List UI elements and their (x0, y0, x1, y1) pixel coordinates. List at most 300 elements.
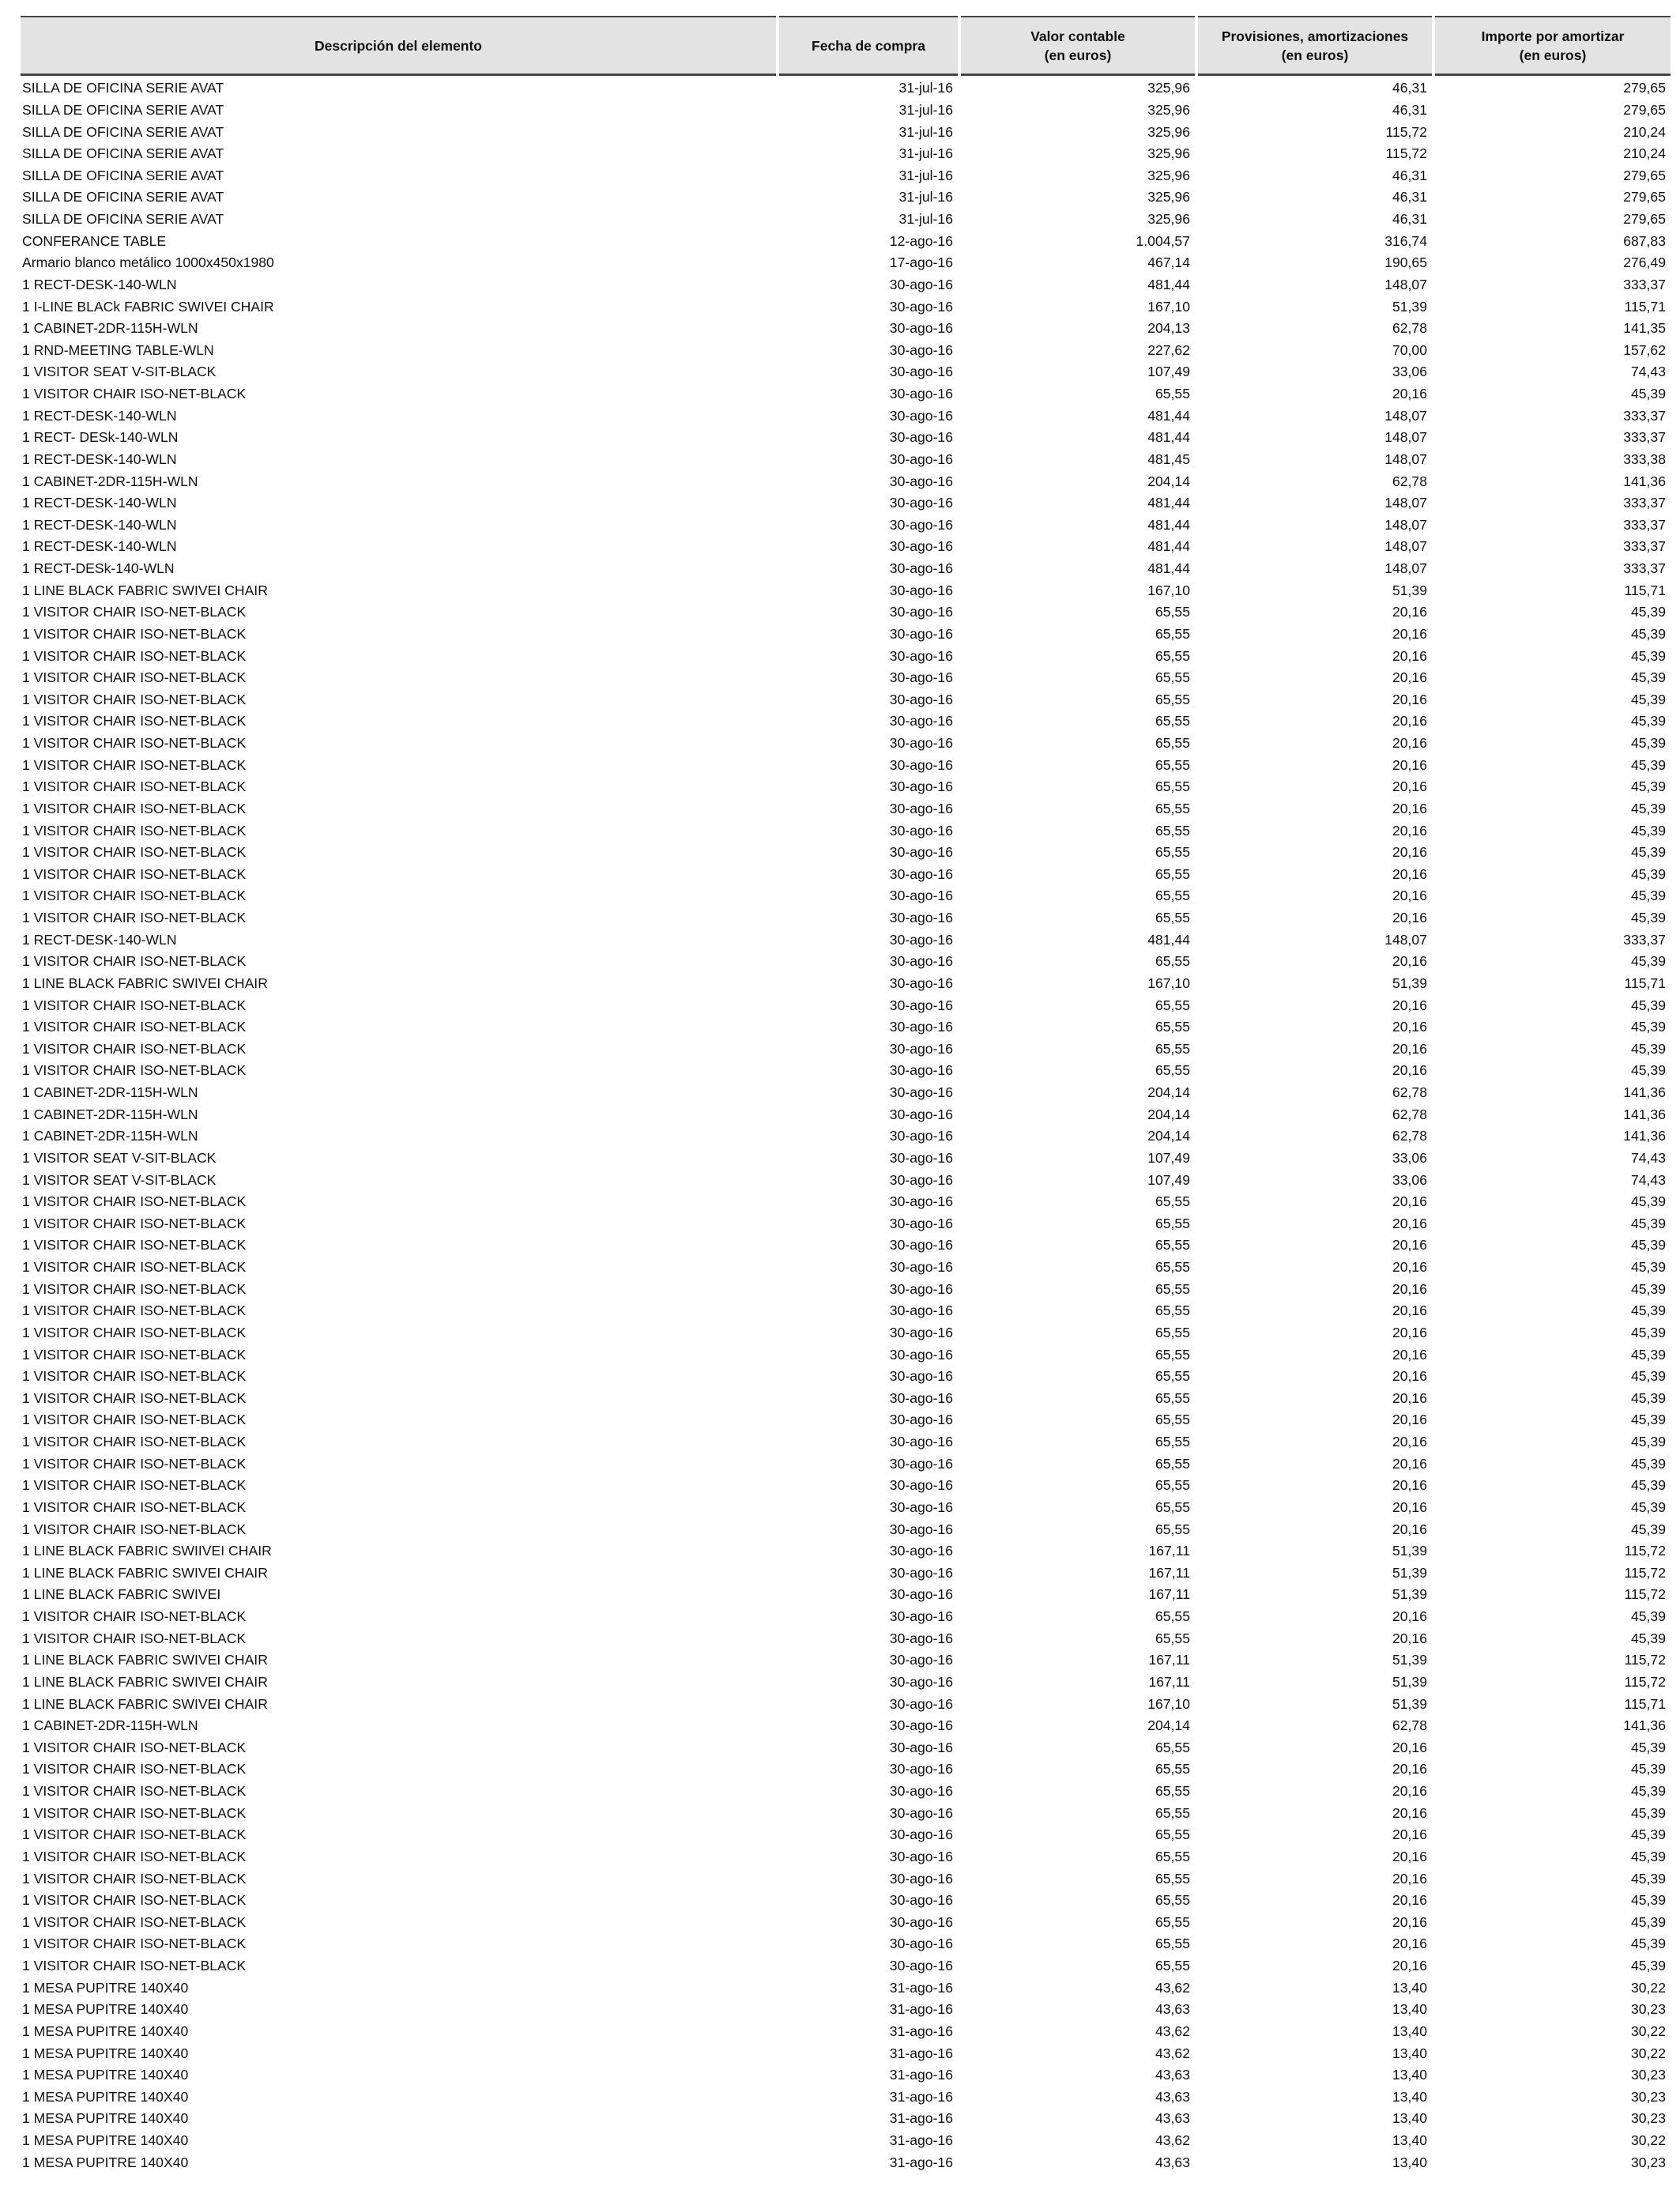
cell-description: 1 LINE BLACK FABRIC SWIVEI CHAIR (22, 1673, 268, 1690)
cell-book-value: 65,55 (1155, 865, 1190, 882)
cell-purchase-date: 30-ago-16 (889, 1019, 953, 1035)
table-row (21, 318, 1671, 340)
cell-description: 1 VISITOR CHAIR ISO-NET-BLACK (22, 1848, 247, 1864)
cell-provisions: 20,16 (1392, 1521, 1427, 1537)
cell-purchase-date: 30-ago-16 (889, 1149, 953, 1166)
cell-provisions: 46,31 (1392, 189, 1427, 205)
cell-amount-to-amortize: 45,39 (1630, 844, 1666, 861)
cell-book-value: 65,55 (1155, 1324, 1190, 1340)
cell-purchase-date: 31-ago-16 (889, 2022, 953, 2039)
cell-amount-to-amortize: 45,39 (1630, 800, 1666, 816)
cell-book-value: 65,55 (1155, 1193, 1190, 1210)
cell-book-value: 65,55 (1155, 1892, 1190, 1909)
table-row (21, 1627, 1671, 1649)
cell-amount-to-amortize: 30,22 (1630, 1979, 1666, 1996)
cell-amount-to-amortize: 30,22 (1630, 2022, 1666, 2039)
cell-amount-to-amortize: 74,43 (1630, 364, 1666, 380)
cell-book-value: 481,44 (1147, 516, 1190, 533)
cell-provisions: 20,16 (1392, 822, 1427, 839)
cell-provisions: 20,16 (1392, 713, 1427, 729)
cell-book-value: 107,49 (1147, 1149, 1190, 1166)
cell-provisions: 148,07 (1384, 516, 1427, 533)
cell-purchase-date: 30-ago-16 (889, 1455, 953, 1472)
cell-provisions: 20,16 (1392, 1608, 1427, 1625)
cell-provisions: 51,39 (1392, 1695, 1427, 1712)
cell-description: 1 VISITOR SEAT V-SIT-BLACK (22, 1171, 217, 1188)
cell-book-value: 65,55 (1155, 1936, 1190, 1952)
cell-description: 1 VISITOR SEAT V-SIT-BLACK (22, 1149, 217, 1166)
cell-purchase-date: 30-ago-16 (889, 516, 953, 533)
table-row (21, 1497, 1671, 1519)
cell-amount-to-amortize: 276,49 (1623, 254, 1666, 271)
cell-description: 1 MESA PUPITRE 140X40 (22, 2110, 189, 2127)
cell-book-value: 43,62 (1155, 2045, 1190, 2061)
cell-description: Armario blanco metálico 1000x450x1980 (22, 254, 274, 271)
cell-amount-to-amortize: 45,39 (1630, 713, 1666, 729)
cell-provisions: 51,39 (1392, 1586, 1427, 1603)
cell-description: 1 VISITOR CHAIR ISO-NET-BLACK (22, 1324, 247, 1340)
table-row (21, 1344, 1671, 1366)
table-row (21, 601, 1671, 624)
table-row (21, 1060, 1671, 1082)
cell-book-value: 167,10 (1147, 1695, 1190, 1712)
cell-provisions: 51,39 (1392, 582, 1427, 598)
cell-book-value: 481,44 (1147, 429, 1190, 446)
cell-purchase-date: 30-ago-16 (889, 974, 953, 991)
cell-amount-to-amortize: 141,36 (1623, 1717, 1666, 1734)
cell-purchase-date: 30-ago-16 (889, 1543, 953, 1559)
table-row (21, 76, 1671, 100)
table-row (21, 165, 1671, 187)
cell-book-value: 325,96 (1147, 167, 1190, 183)
cell-description: 1 VISITOR CHAIR ISO-NET-BLACK (22, 1368, 247, 1385)
cell-purchase-date: 30-ago-16 (889, 1739, 953, 1755)
cell-description: 1 CABINET-2DR-115H-WLN (22, 1106, 198, 1122)
cell-description: 1 VISITOR CHAIR ISO-NET-BLACK (22, 778, 247, 795)
table-row (21, 1824, 1671, 1846)
cell-provisions: 46,31 (1392, 167, 1427, 183)
cell-amount-to-amortize: 45,39 (1630, 647, 1666, 664)
cell-book-value: 481,44 (1147, 538, 1190, 555)
cell-description: 1 RECT-DESK-140-WLN (22, 407, 177, 424)
header-description (21, 16, 776, 76)
cell-purchase-date: 30-ago-16 (889, 647, 953, 664)
cell-book-value: 65,55 (1155, 625, 1190, 642)
cell-provisions: 115,72 (1385, 123, 1427, 140)
cell-book-value: 65,55 (1155, 1389, 1190, 1406)
cell-provisions: 46,31 (1392, 101, 1427, 118)
cell-purchase-date: 31-ago-16 (889, 2001, 953, 2018)
cell-amount-to-amortize: 30,22 (1630, 2132, 1666, 2149)
cell-provisions: 148,07 (1384, 495, 1427, 511)
cell-provisions: 20,16 (1392, 1804, 1427, 1821)
cell-provisions: 51,39 (1392, 1673, 1427, 1690)
cell-book-value: 65,55 (1155, 1455, 1190, 1472)
table-row (21, 209, 1671, 231)
cell-provisions: 51,39 (1392, 298, 1427, 315)
header-label: Descripción del elemento (314, 37, 482, 54)
cell-book-value: 167,10 (1147, 974, 1190, 991)
cell-amount-to-amortize: 45,39 (1630, 865, 1666, 882)
cell-amount-to-amortize: 333,37 (1623, 931, 1666, 948)
cell-book-value: 227,62 (1147, 341, 1190, 358)
cell-provisions: 20,16 (1392, 800, 1427, 816)
cell-provisions: 20,16 (1392, 910, 1427, 926)
table-row (21, 470, 1671, 492)
cell-description: 1 VISITOR CHAIR ISO-NET-BLACK (22, 735, 247, 752)
cell-amount-to-amortize: 45,39 (1630, 1237, 1666, 1253)
cell-book-value: 65,55 (1155, 1630, 1190, 1646)
cell-provisions: 20,16 (1392, 1368, 1427, 1385)
table-row (21, 2108, 1671, 2130)
cell-purchase-date: 31-jul-16 (898, 167, 953, 183)
cell-amount-to-amortize: 115,72 (1624, 1652, 1666, 1668)
cell-description: 1 VISITOR CHAIR ISO-NET-BLACK (22, 604, 247, 620)
table-row (21, 1584, 1671, 1606)
cell-amount-to-amortize: 279,65 (1623, 80, 1666, 96)
cell-description: 1 VISITOR CHAIR ISO-NET-BLACK (22, 1826, 247, 1843)
cell-provisions: 20,16 (1392, 691, 1427, 707)
cell-book-value: 65,55 (1155, 888, 1190, 904)
cell-book-value: 43,63 (1155, 2067, 1190, 2083)
cell-description: 1 VISITOR CHAIR ISO-NET-BLACK (22, 1936, 247, 1952)
cell-provisions: 33,06 (1392, 1171, 1427, 1188)
cell-provisions: 13,40 (1392, 2132, 1427, 2149)
cell-provisions: 20,16 (1392, 1761, 1427, 1777)
table-row (21, 754, 1671, 776)
cell-book-value: 65,55 (1155, 1804, 1190, 1821)
cell-book-value: 65,55 (1155, 1608, 1190, 1625)
cell-description: 1 LINE BLACK FABRIC SWIIVEI CHAIR (22, 1543, 272, 1559)
cell-description: 1 LINE BLACK FABRIC SWIVEI (22, 1586, 221, 1603)
table-row (21, 579, 1671, 601)
cell-book-value: 481,44 (1147, 495, 1190, 511)
table-row (21, 1191, 1671, 1213)
table-row (21, 230, 1671, 252)
cell-description: 1 CABINET-2DR-115H-WLN (22, 473, 198, 489)
cell-amount-to-amortize: 30,23 (1630, 2067, 1666, 2083)
cell-amount-to-amortize: 45,39 (1630, 1259, 1666, 1276)
cell-description: 1 VISITOR CHAIR ISO-NET-BLACK (22, 1521, 247, 1537)
cell-book-value: 43,63 (1155, 2088, 1190, 2105)
cell-amount-to-amortize: 45,39 (1630, 822, 1666, 839)
cell-description: 1 VISITOR CHAIR ISO-NET-BLACK (22, 1783, 247, 1800)
cell-amount-to-amortize: 45,39 (1630, 1892, 1666, 1909)
cell-amount-to-amortize: 45,39 (1630, 625, 1666, 642)
cell-amount-to-amortize: 30,23 (1630, 2001, 1666, 2018)
cell-provisions: 20,16 (1392, 1958, 1427, 1974)
cell-provisions: 20,16 (1392, 1040, 1427, 1057)
cell-book-value: 325,96 (1147, 189, 1190, 205)
cell-purchase-date: 30-ago-16 (889, 669, 953, 686)
table-row (21, 1606, 1671, 1628)
cell-book-value: 467,14 (1147, 254, 1190, 271)
table-row (21, 1278, 1671, 1300)
cell-purchase-date: 30-ago-16 (889, 320, 953, 337)
cell-purchase-date: 30-ago-16 (889, 298, 953, 315)
cell-amount-to-amortize: 333,37 (1623, 516, 1666, 533)
cell-description: 1 VISITOR CHAIR ISO-NET-BLACK (22, 1498, 247, 1515)
cell-purchase-date: 30-ago-16 (889, 386, 953, 402)
cell-description: 1 VISITOR CHAIR ISO-NET-BLACK (22, 822, 247, 839)
cell-book-value: 65,55 (1155, 910, 1190, 926)
cell-amount-to-amortize: 333,38 (1623, 450, 1666, 467)
cell-provisions: 20,16 (1392, 1892, 1427, 1909)
cell-provisions: 190,65 (1384, 254, 1427, 271)
cell-provisions: 62,78 (1392, 1106, 1427, 1122)
header-label: Importe por amortizar (en euros) (1481, 28, 1625, 63)
cell-provisions: 62,78 (1392, 473, 1427, 489)
cell-amount-to-amortize: 157,62 (1623, 341, 1666, 358)
cell-amount-to-amortize: 115,71 (1624, 974, 1666, 991)
cell-book-value: 65,55 (1155, 953, 1190, 970)
cell-description: 1 MESA PUPITRE 140X40 (22, 2067, 189, 2083)
cell-purchase-date: 30-ago-16 (889, 1434, 953, 1450)
cell-description: 1 VISITOR CHAIR ISO-NET-BLACK (22, 1259, 247, 1276)
cell-purchase-date: 30-ago-16 (889, 538, 953, 555)
table-row (21, 1912, 1671, 1934)
cell-provisions: 13,40 (1392, 2001, 1427, 2018)
cell-purchase-date: 30-ago-16 (889, 625, 953, 642)
cell-provisions: 51,39 (1392, 1564, 1427, 1581)
cell-provisions: 13,40 (1392, 2110, 1427, 2127)
cell-purchase-date: 31-jul-16 (898, 189, 953, 205)
cell-purchase-date: 30-ago-16 (889, 1608, 953, 1625)
cell-purchase-date: 30-ago-16 (889, 888, 953, 904)
cell-provisions: 20,16 (1392, 669, 1427, 686)
header-label: Provisiones, amortizaciones (en euros) (1221, 28, 1409, 63)
cell-book-value: 325,96 (1147, 145, 1190, 162)
cell-amount-to-amortize: 45,39 (1630, 910, 1666, 926)
cell-purchase-date: 30-ago-16 (889, 1412, 953, 1428)
table-row (21, 100, 1671, 122)
cell-provisions: 20,16 (1392, 778, 1427, 795)
cell-book-value: 65,55 (1155, 1346, 1190, 1363)
cell-provisions: 62,78 (1392, 1084, 1427, 1101)
cell-provisions: 13,40 (1392, 2154, 1427, 2170)
cell-book-value: 204,14 (1147, 1717, 1190, 1734)
cell-description: 1 I-LINE BLACk FABRIC SWIVEI CHAIR (22, 298, 274, 315)
cell-amount-to-amortize: 45,39 (1630, 888, 1666, 904)
cell-amount-to-amortize: 115,72 (1624, 1586, 1666, 1603)
cell-description: 1 VISITOR CHAIR ISO-NET-BLACK (22, 669, 247, 686)
cell-provisions: 20,16 (1392, 1936, 1427, 1952)
cell-book-value: 167,10 (1147, 582, 1190, 598)
cell-book-value: 65,55 (1155, 997, 1190, 1013)
table-row (21, 1016, 1671, 1039)
cell-purchase-date: 30-ago-16 (889, 1171, 953, 1188)
cell-amount-to-amortize: 30,22 (1630, 2045, 1666, 2061)
cell-purchase-date: 30-ago-16 (889, 1062, 953, 1079)
cell-description: 1 CABINET-2DR-115H-WLN (22, 1717, 198, 1734)
cell-description: 1 VISITOR CHAIR ISO-NET-BLACK (22, 1630, 247, 1646)
cell-description: 1 VISITOR CHAIR ISO-NET-BLACK (22, 844, 247, 861)
cell-provisions: 20,16 (1392, 1412, 1427, 1428)
cell-description: 1 VISITOR CHAIR ISO-NET-BLACK (22, 1346, 247, 1363)
cell-description: 1 VISITOR CHAIR ISO-NET-BLACK (22, 1389, 247, 1406)
cell-purchase-date: 30-ago-16 (889, 735, 953, 752)
table-row (21, 1366, 1671, 1388)
cell-book-value: 481,44 (1147, 560, 1190, 577)
cell-purchase-date: 30-ago-16 (889, 276, 953, 292)
cell-description: 1 VISITOR CHAIR ISO-NET-BLACK (22, 1040, 247, 1057)
cell-description: 1 VISITOR CHAIR ISO-NET-BLACK (22, 1019, 247, 1035)
header-row (21, 16, 1671, 76)
table-row (21, 405, 1671, 427)
cell-book-value: 65,55 (1155, 1848, 1190, 1864)
header-provisions (1198, 16, 1432, 76)
cell-purchase-date: 30-ago-16 (889, 1128, 953, 1144)
cell-description: 1 LINE BLACK FABRIC SWIVEI CHAIR (22, 1564, 268, 1581)
cell-purchase-date: 31-jul-16 (898, 145, 953, 162)
cell-purchase-date: 30-ago-16 (889, 364, 953, 380)
cell-purchase-date: 31-ago-16 (889, 2132, 953, 2149)
header-book-value (961, 16, 1195, 76)
cell-provisions: 20,16 (1392, 1215, 1427, 1231)
cell-book-value: 65,55 (1155, 1259, 1190, 1276)
cell-amount-to-amortize: 279,65 (1623, 189, 1666, 205)
cell-purchase-date: 30-ago-16 (889, 407, 953, 424)
cell-purchase-date: 30-ago-16 (889, 713, 953, 729)
cell-purchase-date: 30-ago-16 (889, 1826, 953, 1843)
cell-description: 1 LINE BLACK FABRIC SWIVEI CHAIR (22, 1652, 268, 1668)
cell-purchase-date: 30-ago-16 (889, 560, 953, 577)
cell-purchase-date: 30-ago-16 (889, 865, 953, 882)
table-row (21, 645, 1671, 667)
cell-book-value: 65,55 (1155, 1062, 1190, 1079)
cell-description: 1 VISITOR CHAIR ISO-NET-BLACK (22, 1804, 247, 1821)
cell-description: 1 VISITOR CHAIR ISO-NET-BLACK (22, 386, 247, 402)
cell-description: SILLA DE OFICINA SERIE AVAT (22, 101, 224, 118)
cell-purchase-date: 30-ago-16 (889, 429, 953, 446)
cell-provisions: 20,16 (1392, 1739, 1427, 1755)
cell-amount-to-amortize: 45,39 (1630, 1739, 1666, 1755)
cell-description: SILLA DE OFICINA SERIE AVAT (22, 145, 224, 162)
cell-book-value: 204,14 (1147, 473, 1190, 489)
table-row (21, 361, 1671, 383)
cell-provisions: 13,40 (1392, 2088, 1427, 2105)
cell-amount-to-amortize: 210,24 (1623, 145, 1666, 162)
cell-purchase-date: 30-ago-16 (889, 1761, 953, 1777)
table-row (21, 624, 1671, 646)
cell-provisions: 20,16 (1392, 756, 1427, 773)
cell-purchase-date: 30-ago-16 (889, 800, 953, 816)
cell-provisions: 148,07 (1384, 276, 1427, 292)
cell-description: 1 VISITOR CHAIR ISO-NET-BLACK (22, 1739, 247, 1755)
cell-provisions: 20,16 (1392, 604, 1427, 620)
cell-provisions: 51,39 (1392, 1652, 1427, 1668)
table-row (21, 1431, 1671, 1453)
cell-amount-to-amortize: 45,39 (1630, 1368, 1666, 1385)
table-row (21, 1649, 1671, 1672)
cell-purchase-date: 31-jul-16 (898, 211, 953, 228)
cell-purchase-date: 30-ago-16 (889, 582, 953, 598)
cell-amount-to-amortize: 45,39 (1630, 1215, 1666, 1231)
cell-purchase-date: 30-ago-16 (889, 341, 953, 358)
cell-purchase-date: 31-jul-16 (898, 101, 953, 118)
cell-book-value: 481,44 (1147, 931, 1190, 948)
table-row (21, 798, 1671, 820)
cell-book-value: 65,55 (1155, 386, 1190, 402)
cell-provisions: 51,39 (1392, 1543, 1427, 1559)
cell-book-value: 65,55 (1155, 1412, 1190, 1428)
table-body (21, 76, 1671, 2173)
cell-provisions: 20,16 (1392, 625, 1427, 642)
cell-amount-to-amortize: 115,72 (1624, 1543, 1666, 1559)
cell-amount-to-amortize: 74,43 (1630, 1171, 1666, 1188)
cell-amount-to-amortize: 141,36 (1623, 473, 1666, 489)
cell-description: 1 VISITOR CHAIR ISO-NET-BLACK (22, 1434, 247, 1450)
cell-description: 1 VISITOR CHAIR ISO-NET-BLACK (22, 1455, 247, 1472)
cell-purchase-date: 30-ago-16 (889, 1652, 953, 1668)
cell-amount-to-amortize: 333,37 (1623, 276, 1666, 292)
table-row (21, 1890, 1671, 1912)
cell-book-value: 65,55 (1155, 1913, 1190, 1930)
table-row (21, 994, 1671, 1016)
cell-provisions: 20,16 (1392, 1346, 1427, 1363)
cell-purchase-date: 30-ago-16 (889, 1280, 953, 1297)
cell-book-value: 65,55 (1155, 1215, 1190, 1231)
cell-description: 1 RECT-DESK-140-WLN (22, 538, 177, 555)
table-row (21, 274, 1671, 296)
cell-amount-to-amortize: 279,65 (1623, 101, 1666, 118)
cell-provisions: 115,72 (1385, 145, 1427, 162)
cell-amount-to-amortize: 141,35 (1623, 320, 1666, 337)
cell-description: SILLA DE OFICINA SERIE AVAT (22, 80, 224, 96)
cell-provisions: 20,16 (1392, 1324, 1427, 1340)
table-row (21, 2130, 1671, 2152)
cell-book-value: 167,11 (1148, 1543, 1190, 1559)
cell-amount-to-amortize: 45,39 (1630, 1958, 1666, 1974)
cell-book-value: 65,55 (1155, 1761, 1190, 1777)
table-row (21, 864, 1671, 886)
table-row (21, 1759, 1671, 1781)
cell-amount-to-amortize: 45,39 (1630, 1521, 1666, 1537)
cell-description: SILLA DE OFICINA SERIE AVAT (22, 167, 224, 183)
cell-purchase-date: 30-ago-16 (889, 1892, 953, 1909)
cell-book-value: 65,55 (1155, 822, 1190, 839)
cell-amount-to-amortize: 45,39 (1630, 1936, 1666, 1952)
table-row (21, 733, 1671, 755)
cell-description: 1 VISITOR CHAIR ISO-NET-BLACK (22, 1193, 247, 1210)
cell-book-value: 43,62 (1155, 2022, 1190, 2039)
cell-provisions: 20,16 (1392, 1434, 1427, 1450)
table-row (21, 1148, 1671, 1170)
cell-amount-to-amortize: 74,43 (1630, 1149, 1666, 1166)
cell-purchase-date: 30-ago-16 (889, 1695, 953, 1712)
cell-book-value: 325,96 (1147, 211, 1190, 228)
table-row (21, 1933, 1671, 1955)
table-row (21, 776, 1671, 798)
cell-purchase-date: 30-ago-16 (889, 1630, 953, 1646)
cell-provisions: 20,16 (1392, 1302, 1427, 1319)
cell-purchase-date: 31-ago-16 (889, 2067, 953, 2083)
cell-purchase-date: 31-ago-16 (889, 2088, 953, 2105)
table-row (21, 1213, 1671, 1235)
cell-description: 1 MESA PUPITRE 140X40 (22, 1979, 189, 1996)
cell-purchase-date: 30-ago-16 (889, 1302, 953, 1319)
table-row (21, 907, 1671, 929)
cell-amount-to-amortize: 45,39 (1630, 1761, 1666, 1777)
cell-provisions: 20,16 (1392, 1019, 1427, 1035)
cell-description: 1 MESA PUPITRE 140X40 (22, 2001, 189, 2018)
cell-provisions: 20,16 (1392, 1062, 1427, 1079)
cell-book-value: 65,55 (1155, 647, 1190, 664)
table-row (21, 2064, 1671, 2087)
cell-purchase-date: 30-ago-16 (889, 1477, 953, 1494)
table-row (21, 1103, 1671, 1125)
cell-purchase-date: 30-ago-16 (889, 1717, 953, 1734)
